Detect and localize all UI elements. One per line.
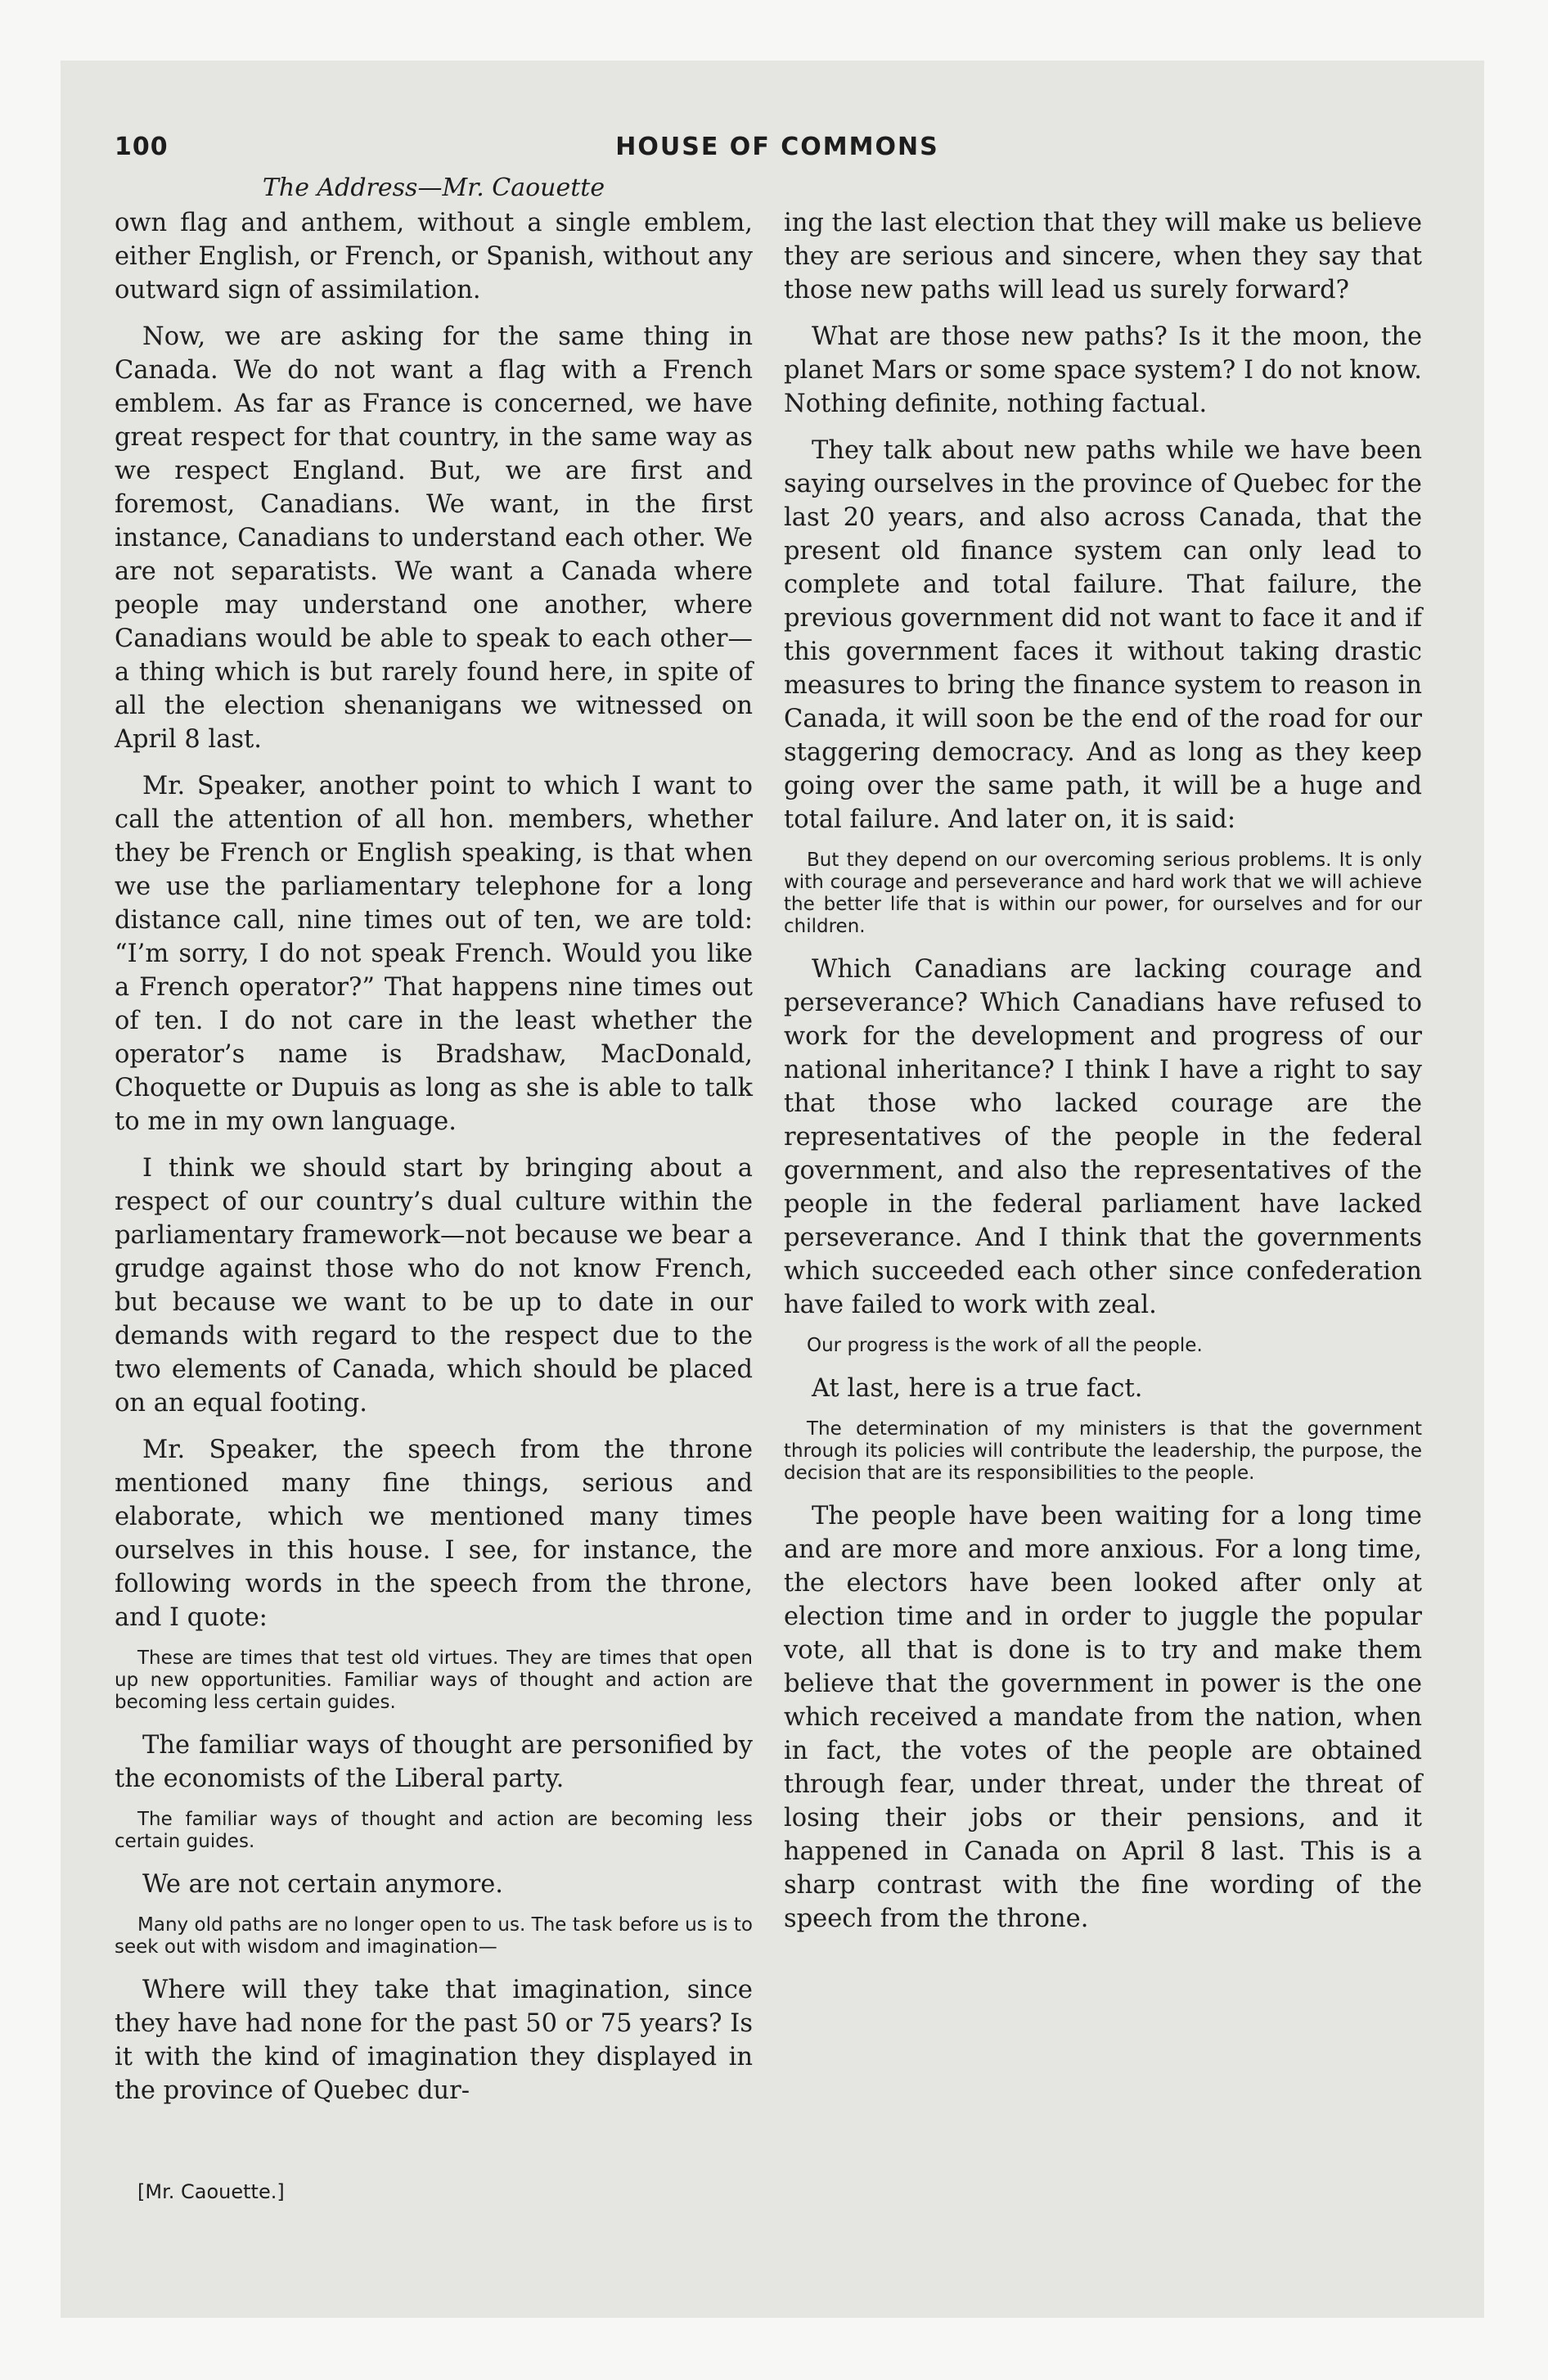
paragraph: They talk about new paths while we have been saying ourselves in the province of Quebec for the last 20 years, and also across Canada, that the present old finance system can only lead to complete and total failure. That failure, the previous government did not want to face it and if this government faces it without taking drastic measures to bring the finance system to reason in Canada, it will soon be the end of the road for our staggering democracy. And as long as they keep going over the same path, it will be a huge and total failure. And later on, it is said: [784,436,1422,834]
paragraph: I think we should start by bringing about a respect of our country’s dual culture within the parliamentary framework—not because we bear a grudge against those who do not know French, but because we want to be up to date in our demands with regard to the respect due to the two elements of Canada, which should be placed on an equal footing. [115,1154,753,1418]
block-quote: The familiar ways of thought and action are becoming less certain guides. [115,1809,753,1852]
section-subhead: The Address—Mr. Caouette [262,174,605,202]
speaker-attribution: [Mr. Caouette.] [137,2180,285,2203]
paragraph: Which Canadians are lacking courage and perseverance? Which Canadians have refused to work for the development and progress of our national inheritance? I think I have a right to say that those who lacked courage are the representatives of the people in the federal government, and also the representatives of the people in the federal parliament have lacked perseverance. And I think that the governments which succeeded each other since confederation have failed to work with zeal. [784,955,1422,1319]
running-title: HOUSE OF COMMONS [615,133,939,161]
block-quote: But they depend on our overcoming serious problems. It is only with courage and perseverance and hard work that we will achieve the better life that is within our power, for ourselves and for our children. [784,850,1422,937]
block-quote: The determination of my ministers is that the government through its policies will contribute the leadership, the purpose, the decision that are its responsibilities to the people. [784,1418,1422,1484]
left-column [115,206,753,2121]
paragraph: The familiar ways of thought are personified by the economists of the Liberal party. [115,1731,753,1793]
paragraph: At last, here is a true fact. [812,1374,1143,1403]
page-header [115,133,1440,175]
paragraph: Now, we are asking for the same thing in Canada. We do not want a flag with a French emblem. As far as France is concerned, we have great respect for that country, in the same way as we respect England. But, we are first and foremost, Canadians. We want, in the first instance, Canadians to understand each other. We are not separatists. We want a Canada where people may understand one another, where Canadians would be able to speak to each other—a thing which is but rarely found here, in spite of all the election shenanigans we witnessed on April 8 last. [115,322,753,754]
paragraph: The people have been waiting for a long time and are more and more anxious. For a long time, the electors have been looked after only at election time and in order to juggle the popular vote, all that is done is to try and make them believe that the government in power is the one which received a mandate from the nation, when in fact, the votes of the people are obtained through fear, under threat, under the threat of losing their jobs or their pensions, and it happened in Canada on April 8 last. This is a sharp contrast with the fine wording of the speech from the throne. [784,1502,1422,1933]
paragraph: What are those new paths? Is it the moon, the planet Mars or some space system? I do not know. Nothing definite, nothing factual. [784,322,1422,418]
right-column [784,206,1422,1949]
paragraph: ing the last election that they will make us believe they are serious and sincere, when they say that those new paths will lead us surely forward? [784,209,1422,304]
paragraph: Mr. Speaker, the speech from the throne mentioned many fine things, serious and elaborate, which we mentioned many times ourselves in this house. I see, for instance, the following words in the speech from the throne, and I quote: [115,1436,753,1632]
block-quote: Many old paths are no longer open to us. The task before us is to seek out with wisdom and imagination— [115,1914,753,1958]
paragraph: We are not certain anymore. [142,1870,503,1899]
paragraph: Where will they take that imagination, since they have had none for the past 50 or 75 years? Is it with the kind of imagination they displayed in the province of Quebec dur- [115,1976,753,2105]
block-quote: Our progress is the work of all the people. [807,1335,1203,1356]
page-number: 100 [115,133,169,161]
paragraph: own flag and anthem, without a single emblem, either English, or French, or Spanish, without any outward sign of assimilation. [115,209,753,304]
block-quote: These are times that test old virtues. They are times that open up new opportunities. Familiar ways of thought and action are becoming less certain guides. [115,1648,753,1713]
paragraph: Mr. Speaker, another point to which I want to call the attention of all hon. members, whether they be French or English speaking, is that when we use the parliamentary telephone for a long distance call, nine times out of ten, we are told: “I’m sorry, I do not speak French. Would you like a French operator?” That happens nine times out of ten. I do not care in the least whether the operator’s name is Bradshaw, MacDonald, Choquette or Dupuis as long as she is able to talk to me in my own language. [115,772,753,1136]
